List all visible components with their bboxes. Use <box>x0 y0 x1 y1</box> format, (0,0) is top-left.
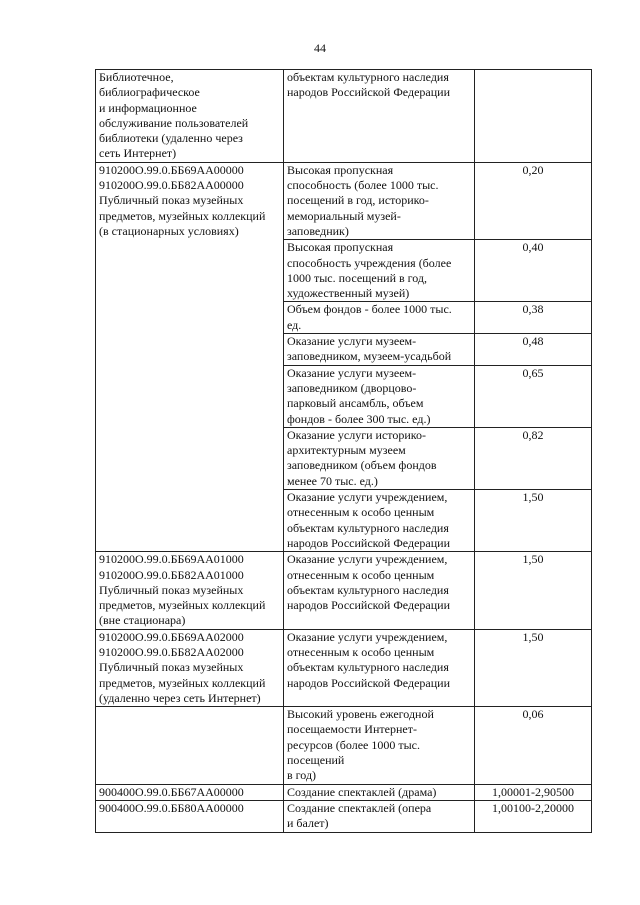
criterion-line: парковый ансамбль, объем <box>287 396 424 411</box>
service-line: обслуживание пользователей <box>99 115 249 130</box>
coefficient-cell: 0,48 <box>475 334 592 366</box>
service-line: предметов, музейных коллекций <box>99 598 266 613</box>
coefficient-cell: 1,50 <box>475 552 592 629</box>
criterion-line: посещений в год, историко- <box>287 193 429 208</box>
criterion-line: менее 70 тыс. ед.) <box>287 473 378 488</box>
criterion-cell <box>284 302 475 334</box>
criterion-line: ресурсов (более 1000 тыс. <box>287 737 421 752</box>
coefficient-cell: 1,50 <box>475 490 592 552</box>
service-line: 910200О.99.0.ББ69АА01000 <box>99 552 244 567</box>
coefficient-cell: 0,06 <box>475 707 592 784</box>
criterion-line: Объем фондов - более 1000 тыс. <box>287 302 452 317</box>
criterion-cell <box>284 70 475 163</box>
service-line: библиографическое <box>99 85 200 100</box>
criterion-cell <box>284 552 475 629</box>
table-row <box>96 707 592 784</box>
criteria-table <box>95 69 592 833</box>
criterion-line: фондов - более 300 тыс. ед.) <box>287 411 431 426</box>
criterion-line: Оказание услуги музеем- <box>287 365 417 380</box>
criterion-line: Высокий уровень ежегодной <box>287 707 434 722</box>
page-number: 44 <box>314 41 326 55</box>
criterion-line: заповедником (объем фондов <box>287 458 437 473</box>
criterion-line: 1000 тыс. посещений в год, <box>287 270 428 285</box>
criterion-line: народов Российской Федерации <box>287 535 450 550</box>
service-cell <box>96 707 284 784</box>
coefficient-cell <box>475 70 592 163</box>
coefficient-cell: 0,20 <box>475 162 592 239</box>
criterion-cell <box>284 427 475 489</box>
criterion-line: заповедник) <box>287 223 349 238</box>
criterion-line: отнесенным к особо ценным <box>287 505 435 520</box>
criterion-cell <box>284 800 475 832</box>
criterion-line: народов Российской Федерации <box>287 85 450 100</box>
criterion-line: мемориальный музей- <box>287 208 401 223</box>
service-line: Публичный показ музейных <box>99 193 244 208</box>
criterion-line: Оказание услуги учреждением, <box>287 629 448 644</box>
service-cell <box>96 552 284 629</box>
criterion-line: заповедником, музеем-усадьбой <box>287 349 452 364</box>
service-line: библиотеки (удаленно через <box>99 131 243 146</box>
criterion-cell <box>284 629 475 706</box>
criterion-line: объектам культурного наследия <box>287 660 449 675</box>
criterion-line: Создание спектаклей (опера <box>287 800 432 815</box>
criterion-line: Оказание услуги музеем- <box>287 334 417 349</box>
criterion-line: Высокая пропускная <box>287 162 394 177</box>
service-line: сеть Интернет) <box>99 146 177 161</box>
criterion-line: заповедником (дворцово- <box>287 380 417 395</box>
criterion-cell <box>284 707 475 784</box>
service-line: 910200О.99.0.ББ69АА00000 <box>99 162 244 177</box>
criterion-line: Высокая пропускная <box>287 240 394 255</box>
coefficient-cell: 1,50 <box>475 629 592 706</box>
service-line: (вне стационара) <box>99 613 186 628</box>
criterion-line: народов Российской Федерации <box>287 675 450 690</box>
service-cell <box>96 629 284 706</box>
criterion-line: способность учреждения (более <box>287 255 452 270</box>
table-row <box>96 629 592 706</box>
service-line: 910200О.99.0.ББ69АА02000 <box>99 629 244 644</box>
criterion-line: Оказание услуги историко- <box>287 427 427 442</box>
criterion-line: ед. <box>287 317 302 332</box>
coefficient-cell: 0,40 <box>475 240 592 302</box>
service-line: Публичный показ музейных <box>99 582 244 597</box>
criterion-line: посещений <box>287 753 345 768</box>
coefficient-cell: 1,00001-2,90500 <box>475 784 592 800</box>
criterion-line: художественный музей) <box>287 286 410 301</box>
criterion-cell <box>284 365 475 427</box>
table-row <box>96 800 592 832</box>
service-line: (удаленно через сеть Интернет) <box>99 690 261 705</box>
criterion-cell <box>284 240 475 302</box>
criterion-line: архитектурным музеем <box>287 443 406 458</box>
service-line: 900400О.99.0.ББ80АА00000 <box>99 800 244 815</box>
service-cell <box>96 70 284 163</box>
criterion-line: Оказание услуги учреждением, <box>287 552 448 567</box>
service-line: 910200О.99.0.ББ82АА01000 <box>99 567 244 582</box>
service-line: и информационное <box>99 100 197 115</box>
criterion-cell <box>284 784 475 800</box>
criterion-line: объектам культурного наследия <box>287 520 449 535</box>
criterion-cell <box>284 490 475 552</box>
table-row <box>96 552 592 629</box>
service-line: 910200О.99.0.ББ82АА00000 <box>99 178 244 193</box>
service-cell <box>96 784 284 800</box>
service-cell <box>96 800 284 832</box>
coefficient-cell: 0,65 <box>475 365 592 427</box>
coefficient-cell: 0,38 <box>475 302 592 334</box>
service-line: 900400О.99.0.ББ67АА00000 <box>99 784 244 799</box>
table-row <box>96 162 592 239</box>
criterion-line: способность (более 1000 тыс. <box>287 178 439 193</box>
criterion-line: объектам культурного наследия <box>287 70 449 84</box>
criterion-line: объектам культурного наследия <box>287 582 449 597</box>
criterion-line: Оказание услуги учреждением, <box>287 490 448 505</box>
table-row <box>96 784 592 800</box>
criterion-line: народов Российской Федерации <box>287 598 450 613</box>
criterion-line: отнесенным к особо ценным <box>287 644 435 659</box>
service-line: Библиотечное, <box>99 70 174 84</box>
coefficient-cell: 0,82 <box>475 427 592 489</box>
criterion-cell <box>284 334 475 366</box>
service-line: Публичный показ музейных <box>99 660 244 675</box>
criterion-line: отнесенным к особо ценным <box>287 567 435 582</box>
service-line: (в стационарных условиях) <box>99 223 239 238</box>
criterion-line: посещаемости Интернет- <box>287 722 417 737</box>
service-line: предметов, музейных коллекций <box>99 208 266 223</box>
table-row <box>96 70 592 163</box>
criterion-cell <box>284 162 475 239</box>
service-line: 910200О.99.0.ББ82АА02000 <box>99 644 244 659</box>
service-line: предметов, музейных коллекций <box>99 675 266 690</box>
criterion-line: Создание спектаклей (драма) <box>287 784 437 799</box>
coefficient-cell: 1,00100-2,20000 <box>475 800 592 832</box>
criterion-line: в год) <box>287 768 317 783</box>
criterion-line: и балет) <box>287 816 329 831</box>
criteria-table-body <box>96 70 592 833</box>
service-cell <box>96 162 284 551</box>
